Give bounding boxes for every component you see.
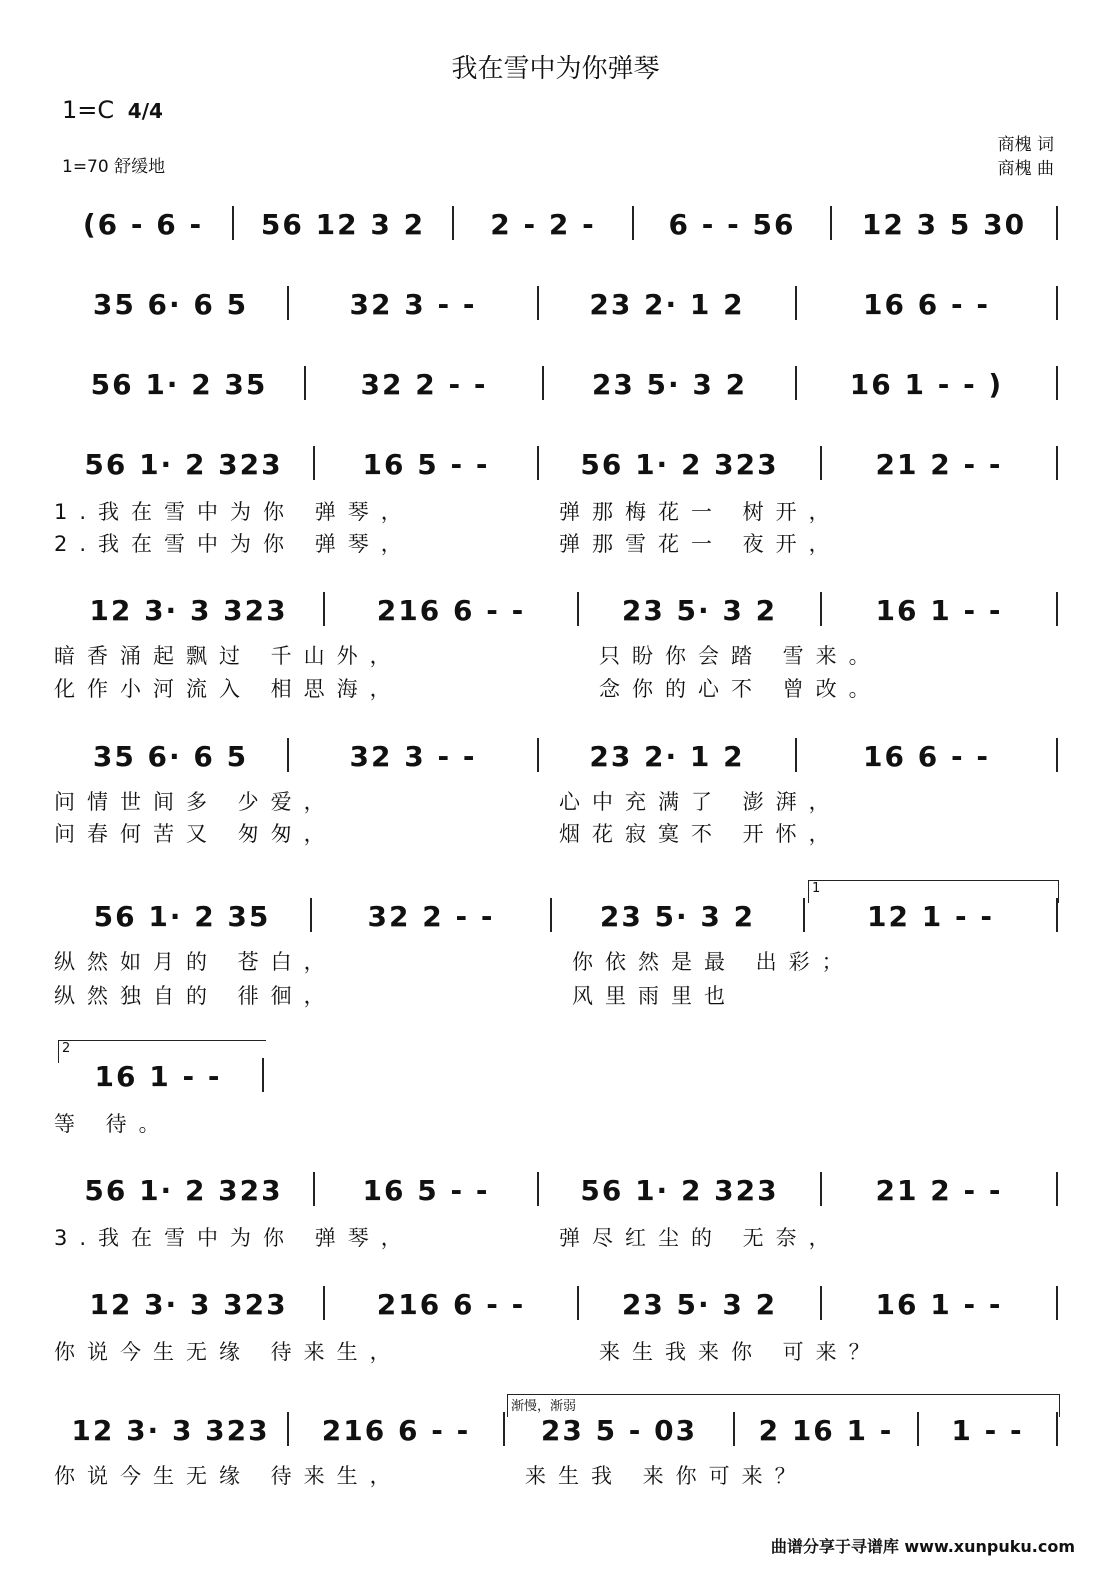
barline	[310, 898, 312, 932]
barline	[1056, 898, 1058, 932]
lyric-line	[0, 528, 1111, 558]
lyric-line	[0, 980, 1111, 1010]
measure: 23 5· 3 2	[621, 1287, 778, 1321]
measure: 56 1· 2 323	[580, 1173, 779, 1207]
score-system	[0, 364, 1111, 404]
barline	[795, 286, 797, 320]
measure: 23 2· 1 2	[589, 287, 745, 321]
barline	[1056, 592, 1058, 626]
barline	[820, 1172, 822, 1206]
barline	[313, 1172, 315, 1206]
measure: 23 5· 3 2	[591, 367, 748, 401]
lyric-line	[0, 1336, 1111, 1366]
composer-credit: 商槐 曲	[997, 159, 1054, 179]
barline	[537, 1172, 539, 1206]
lyric-line	[0, 1460, 1111, 1490]
score-system	[0, 590, 1111, 630]
measure: 16 1 - -	[875, 1287, 1003, 1321]
barline	[795, 738, 797, 772]
barline	[632, 206, 634, 240]
lyric-text: 来生我 来你可来？	[525, 1464, 808, 1488]
lyricist-credit: 商槐 词	[997, 135, 1054, 155]
measure: 35 6· 6 5	[92, 739, 249, 773]
measure: 56 1· 2 323	[580, 447, 779, 481]
lyric-text: 只盼你会踏 雪来。	[599, 644, 882, 668]
barline	[537, 446, 539, 480]
measure: 23 5· 3 2	[621, 593, 778, 627]
barline	[917, 1412, 919, 1446]
dynamics-bracket: 渐慢，渐弱	[507, 1394, 1060, 1417]
measure: 16 6 - -	[863, 739, 990, 773]
lyric-text: 你说今生无缘 待来生，	[54, 1340, 403, 1364]
measure: 32 3 - -	[349, 287, 477, 321]
measure: 56 1· 2 323	[84, 447, 283, 481]
measure: 2 - 2 -	[490, 207, 596, 241]
lyric-line	[0, 1108, 1111, 1138]
score-system	[0, 284, 1111, 324]
score-system	[0, 736, 1111, 776]
measure: 32 3 - -	[349, 739, 477, 773]
lyric-line	[0, 1222, 1111, 1252]
measure: 12 3· 3 323	[89, 593, 288, 627]
barline	[323, 592, 325, 626]
barline	[803, 898, 805, 932]
lyric-line	[0, 496, 1111, 526]
measure: 56 12 3 2	[260, 207, 426, 241]
measure: (6 - 6 -	[82, 207, 204, 241]
lyric-text: 问春何苦又 匆匆，	[54, 822, 337, 846]
barline	[287, 738, 289, 772]
measure: 12 3 5 30	[861, 207, 1027, 241]
score-system	[0, 444, 1111, 484]
song-title: 我在雪中为你弹琴	[451, 54, 660, 84]
measure: 23 5 - 03	[540, 1413, 698, 1447]
barline	[323, 1286, 325, 1320]
measure: 23 2· 1 2	[589, 739, 745, 773]
lyric-text: 你说今生无缘 待来生，	[54, 1464, 403, 1488]
barline	[262, 1058, 264, 1092]
measure: 23 5· 3 2	[599, 899, 756, 933]
measure: 32 2 - -	[360, 367, 488, 401]
key-signature	[62, 96, 163, 124]
barline	[287, 1412, 289, 1446]
measure: 21 2 - -	[875, 447, 1003, 481]
tempo-marking: 1=70 舒缓地	[62, 157, 166, 177]
measure: 6 - - 56	[668, 207, 796, 241]
lyric-text: 你依然是最 出彩；	[572, 950, 855, 974]
lyric-text: 弹那梅花一 树开，	[559, 500, 842, 524]
barline	[232, 206, 234, 240]
barline	[577, 1286, 579, 1320]
lyric-text: 问情世间多 少爱，	[54, 790, 337, 814]
lyric-text: 弹那雪花一 夜开，	[559, 532, 842, 556]
barline	[542, 366, 544, 400]
measure: 32 2 - -	[367, 899, 495, 933]
measure: 216 6 - -	[376, 593, 526, 627]
key-label: 1=C	[62, 96, 115, 124]
lyric-text: 念你的心不 曾改。	[599, 677, 882, 701]
measure: 16 5 - -	[362, 1173, 490, 1207]
barline	[820, 446, 822, 480]
lyric-text: 3.我在雪中为你 弹琴，	[54, 1226, 414, 1250]
lyric-text: 来生我来你 可来？	[599, 1340, 882, 1364]
first-ending-bracket: 1	[808, 880, 1059, 903]
second-ending-bracket: 2	[58, 1040, 266, 1063]
measure: 56 1· 2 35	[93, 899, 271, 933]
measure: 56 1· 2 323	[84, 1173, 283, 1207]
measure: 16 6 - -	[863, 287, 990, 321]
lyric-text: 暗香涌起飘过 千山外，	[54, 644, 403, 668]
measure: 21 2 - -	[875, 1173, 1003, 1207]
barline	[1056, 366, 1058, 400]
score-system	[0, 1170, 1111, 1210]
barline	[795, 366, 797, 400]
measure: 12 1 - -	[867, 899, 994, 933]
barline	[733, 1412, 735, 1446]
measure: 16 1 - -	[875, 593, 1003, 627]
lyric-line	[0, 946, 1111, 976]
measure: 12 3· 3 323	[89, 1287, 288, 1321]
barline	[1056, 446, 1058, 480]
barline	[550, 898, 552, 932]
measure: 56 1· 2 35	[90, 367, 268, 401]
measure: 16 5 - -	[362, 447, 490, 481]
barline	[1056, 1172, 1058, 1206]
measure: 35 6· 6 5	[92, 287, 249, 321]
measure: 1 - -	[951, 1413, 1024, 1447]
lyric-text: 1.我在雪中为你 弹琴，	[54, 500, 414, 524]
measure: 16 1 - -	[94, 1059, 222, 1093]
barline	[537, 738, 539, 772]
lyric-text: 弹尽红尘的 无奈，	[559, 1226, 842, 1250]
time-signature: 4/4	[127, 99, 163, 123]
barline	[1056, 286, 1058, 320]
lyric-line	[0, 818, 1111, 848]
measure: 216 6 - -	[376, 1287, 526, 1321]
lyric-text: 心中充满了 澎湃，	[559, 790, 842, 814]
score-system	[0, 204, 1111, 244]
lyric-text: 风里雨里也	[572, 984, 737, 1008]
barline	[287, 286, 289, 320]
barline	[503, 1412, 505, 1446]
barline	[452, 206, 454, 240]
lyric-text: 等 待。	[54, 1112, 172, 1136]
barline	[1056, 738, 1058, 772]
lyric-text: 纵然如月的 苍白，	[54, 950, 337, 974]
lyric-line	[0, 640, 1111, 670]
measure: 16 1 - - )	[849, 367, 1004, 401]
lyric-line	[0, 673, 1111, 703]
barline	[1056, 206, 1058, 240]
barline	[313, 446, 315, 480]
footer-source: 曲谱分享于寻谱库 www.xunpuku.com	[770, 1537, 1075, 1556]
lyric-text: 化作小河流入 相思海，	[54, 677, 403, 701]
barline	[1056, 1286, 1058, 1320]
measure: 12 3· 3 323	[71, 1413, 270, 1447]
barline	[577, 592, 579, 626]
barline	[820, 592, 822, 626]
barline	[304, 366, 306, 400]
lyric-text: 烟花寂寞不 开怀，	[559, 822, 842, 846]
measure: 2 16 1 -	[758, 1413, 894, 1447]
barline	[830, 206, 832, 240]
lyric-line	[0, 786, 1111, 816]
lyric-text: 2.我在雪中为你 弹琴，	[54, 532, 414, 556]
barline	[537, 286, 539, 320]
barline	[820, 1286, 822, 1320]
measure: 216 6 - -	[321, 1413, 471, 1447]
barline	[1056, 1412, 1058, 1446]
score-system	[0, 1284, 1111, 1324]
lyric-text: 纵然独自的 徘徊，	[54, 984, 337, 1008]
